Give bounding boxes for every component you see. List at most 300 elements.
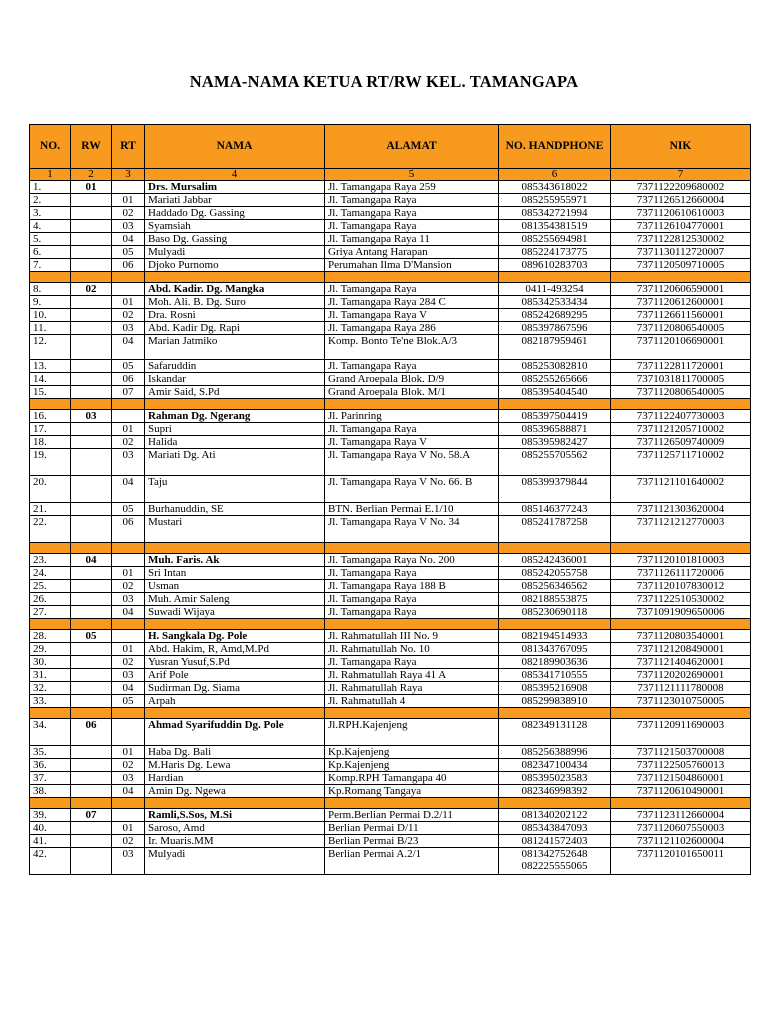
cell-no: 37. — [30, 772, 71, 785]
cell-nama: Drs. Mursalim — [145, 181, 325, 194]
separator-cell — [325, 399, 499, 410]
cell-nama: Amin Dg. Ngewa — [145, 785, 325, 798]
header-rt: RT — [112, 125, 145, 169]
cell-nik: 7371122505760013 — [611, 759, 751, 772]
cell-nama: Ramli,S.Sos, M.Si — [145, 809, 325, 822]
cell-rt — [112, 181, 145, 194]
column-number: 1 — [30, 169, 71, 181]
column-number: 6 — [499, 169, 611, 181]
table-row — [30, 220, 751, 233]
separator-cell — [71, 798, 112, 809]
header-nama: NAMA — [145, 125, 325, 169]
separator-cell — [71, 619, 112, 630]
separator-cell — [145, 798, 325, 809]
cell-rt: 06 — [112, 259, 145, 272]
separator-cell — [145, 708, 325, 719]
cell-hp: 085230690118 — [499, 606, 611, 619]
cell-nama: Hardian — [145, 772, 325, 785]
cell-no: 22. — [30, 516, 71, 543]
cell-nik: 7371120101650011 — [611, 848, 751, 875]
cell-rt: 03 — [112, 772, 145, 785]
separator-cell — [325, 708, 499, 719]
cell-nik: 7371120202690001 — [611, 669, 751, 682]
cell-no: 21. — [30, 503, 71, 516]
cell-nama: Mustari — [145, 516, 325, 543]
table-row — [30, 669, 751, 682]
separator-cell — [499, 543, 611, 554]
table-row — [30, 335, 751, 360]
separator-cell — [30, 272, 71, 283]
column-number: 2 — [71, 169, 112, 181]
table-row — [30, 848, 751, 875]
table-row — [30, 476, 751, 503]
cell-nama: M.Haris Dg. Lewa — [145, 759, 325, 772]
cell-rw — [71, 772, 112, 785]
cell-no: 34. — [30, 719, 71, 746]
table-row — [30, 719, 751, 746]
cell-rt — [112, 554, 145, 567]
separator-cell — [611, 708, 751, 719]
table-body — [30, 181, 751, 875]
cell-no: 27. — [30, 606, 71, 619]
cell-alamat: Jl. Rahmatullah III No. 9 — [325, 630, 499, 643]
cell-nama: Mulyadi — [145, 848, 325, 875]
cell-nama: Marian Jatmiko — [145, 335, 325, 360]
cell-hp: 085242055758 — [499, 567, 611, 580]
separator-cell — [112, 399, 145, 410]
cell-alamat: Jl. Tamangapa Raya 11 — [325, 233, 499, 246]
column-number-row — [30, 169, 751, 181]
table-row — [30, 630, 751, 643]
separator-cell — [145, 399, 325, 410]
cell-alamat: Komp.RPH Tamangapa 40 — [325, 772, 499, 785]
cell-nama: Usman — [145, 580, 325, 593]
cell-rw: 05 — [71, 630, 112, 643]
table-row — [30, 835, 751, 848]
cell-nik: 7371031811700005 — [611, 373, 751, 386]
cell-nik: 7371122209680002 — [611, 181, 751, 194]
header-handphone: NO. HANDPHONE — [499, 125, 611, 169]
separator-cell — [145, 619, 325, 630]
cell-no: 35. — [30, 746, 71, 759]
cell-rt — [112, 410, 145, 423]
cell-nama: Baso Dg. Gassing — [145, 233, 325, 246]
table-row — [30, 181, 751, 194]
cell-nama: Saroso, Amd — [145, 822, 325, 835]
table-row — [30, 516, 751, 543]
cell-rw — [71, 580, 112, 593]
cell-alamat: Jl. Tamangapa Raya No. 200 — [325, 554, 499, 567]
cell-rw: 01 — [71, 181, 112, 194]
cell-alamat: Berlian Permai D/11 — [325, 822, 499, 835]
cell-rw: 02 — [71, 283, 112, 296]
cell-alamat: Jl. Tamangapa Raya — [325, 207, 499, 220]
cell-nama: Halida — [145, 436, 325, 449]
cell-nik: 7371121208490001 — [611, 643, 751, 656]
cell-rt: 03 — [112, 322, 145, 335]
cell-hp: 085253082810 — [499, 360, 611, 373]
cell-nama: Abd. Kadir. Dg. Mangka — [145, 283, 325, 296]
table-row — [30, 283, 751, 296]
cell-alamat: Jl. Tamangapa Raya V No. 34 — [325, 516, 499, 543]
cell-hp: 082187959461 — [499, 335, 611, 360]
cell-alamat: Jl. Parinring — [325, 410, 499, 423]
cell-alamat: Jl. Tamangapa Raya 188 B — [325, 580, 499, 593]
cell-no: 9. — [30, 296, 71, 309]
cell-nik: 7371126611560001 — [611, 309, 751, 322]
separator-cell — [30, 619, 71, 630]
cell-nik: 7371126111720006 — [611, 567, 751, 580]
cell-nik: 7371091909650006 — [611, 606, 751, 619]
column-number: 5 — [325, 169, 499, 181]
cell-alamat: Jl. Tamangapa Raya 284 C — [325, 296, 499, 309]
cell-rt: 02 — [112, 207, 145, 220]
cell-hp: 085256346562 — [499, 580, 611, 593]
cell-hp: 082194514933 — [499, 630, 611, 643]
cell-rw — [71, 669, 112, 682]
cell-rw — [71, 835, 112, 848]
group-separator-row — [30, 619, 751, 630]
cell-rt: 04 — [112, 335, 145, 360]
cell-rw — [71, 322, 112, 335]
cell-alamat: Jl. Tamangapa Raya — [325, 593, 499, 606]
cell-rw: 07 — [71, 809, 112, 822]
table-row — [30, 606, 751, 619]
separator-cell — [611, 399, 751, 410]
cell-nama: Taju — [145, 476, 325, 503]
cell-no: 40. — [30, 822, 71, 835]
cell-alamat: Kp.Kajenjeng — [325, 759, 499, 772]
table-row — [30, 822, 751, 835]
cell-nik: 7371130112720007 — [611, 246, 751, 259]
cell-no: 26. — [30, 593, 71, 606]
cell-nik: 7371120803540001 — [611, 630, 751, 643]
cell-no: 3. — [30, 207, 71, 220]
cell-alamat: Perm.Berlian Permai D.2/11 — [325, 809, 499, 822]
table-row — [30, 554, 751, 567]
table-row — [30, 580, 751, 593]
cell-rt — [112, 809, 145, 822]
cell-no: 14. — [30, 373, 71, 386]
table-row — [30, 194, 751, 207]
separator-cell — [611, 272, 751, 283]
cell-rt: 02 — [112, 656, 145, 669]
header-no: NO. — [30, 125, 71, 169]
separator-cell — [71, 708, 112, 719]
cell-rw — [71, 423, 112, 436]
header-nik: NIK — [611, 125, 751, 169]
cell-nama: Arpah — [145, 695, 325, 708]
cell-nama: H. Sangkala Dg. Pole — [145, 630, 325, 643]
cell-rw — [71, 759, 112, 772]
cell-nama: Abd. Hakim, R, Amd,M.Pd — [145, 643, 325, 656]
cell-alamat: Jl. Tamangapa Raya — [325, 606, 499, 619]
cell-nama: Yusran Yusuf,S.Pd — [145, 656, 325, 669]
cell-rt — [112, 630, 145, 643]
cell-no: 42. — [30, 848, 71, 875]
table-row — [30, 410, 751, 423]
separator-cell — [325, 272, 499, 283]
cell-nama: Syamsiah — [145, 220, 325, 233]
cell-rw — [71, 335, 112, 360]
cell-no: 8. — [30, 283, 71, 296]
cell-nik: 7371121205710002 — [611, 423, 751, 436]
cell-hp: 085395023583 — [499, 772, 611, 785]
cell-alamat: Jl. Tamangapa Raya — [325, 283, 499, 296]
cell-nik: 7371125711710002 — [611, 449, 751, 476]
cell-hp: 082349131128 — [499, 719, 611, 746]
cell-alamat: Jl. Tamangapa Raya V — [325, 436, 499, 449]
cell-nik: 7371121303620004 — [611, 503, 751, 516]
cell-rt: 01 — [112, 423, 145, 436]
cell-rt: 05 — [112, 246, 145, 259]
cell-rt: 01 — [112, 822, 145, 835]
table-row — [30, 643, 751, 656]
cell-nik: 7371121101640002 — [611, 476, 751, 503]
cell-rw — [71, 207, 112, 220]
cell-nama: Djoko Purnomo — [145, 259, 325, 272]
cell-hp: 085255955971 — [499, 194, 611, 207]
cell-rt: 02 — [112, 835, 145, 848]
cell-no: 16. — [30, 410, 71, 423]
group-separator-row — [30, 399, 751, 410]
separator-cell — [30, 543, 71, 554]
cell-nik: 7371123010750005 — [611, 695, 751, 708]
cell-nama: Mariati Jabbar — [145, 194, 325, 207]
cell-rw — [71, 449, 112, 476]
table-row — [30, 246, 751, 259]
cell-hp: 082188553875 — [499, 593, 611, 606]
cell-no: 23. — [30, 554, 71, 567]
cell-hp: 085255694981 — [499, 233, 611, 246]
cell-hp: 081343767095 — [499, 643, 611, 656]
cell-nik: 7371121404620001 — [611, 656, 751, 669]
cell-hp: 081340202122 — [499, 809, 611, 822]
cell-nama: Sri Intan — [145, 567, 325, 580]
cell-nama: Abd. Kadir Dg. Rapi — [145, 322, 325, 335]
separator-cell — [499, 399, 611, 410]
cell-alamat: Jl. Tamangapa Raya — [325, 194, 499, 207]
table-row — [30, 373, 751, 386]
cell-hp: 0411-493254 — [499, 283, 611, 296]
cell-hp: 085341710555 — [499, 669, 611, 682]
cell-alamat: Kp.Romang Tangaya — [325, 785, 499, 798]
cell-hp: 085255705562 — [499, 449, 611, 476]
separator-cell — [112, 619, 145, 630]
cell-no: 15. — [30, 386, 71, 399]
cell-hp: 085399379844 — [499, 476, 611, 503]
cell-rw: 03 — [71, 410, 112, 423]
cell-rw — [71, 503, 112, 516]
cell-no: 2. — [30, 194, 71, 207]
cell-nik: 7371120911690003 — [611, 719, 751, 746]
cell-rw — [71, 656, 112, 669]
cell-nama: Moh. Ali. B. Dg. Suro — [145, 296, 325, 309]
cell-alamat: Berlian Permai B/23 — [325, 835, 499, 848]
cell-hp: 085395982427 — [499, 436, 611, 449]
cell-alamat: Jl. Tamangapa Raya — [325, 656, 499, 669]
cell-rw — [71, 606, 112, 619]
cell-nama: Haba Dg. Bali — [145, 746, 325, 759]
cell-hp: 085256388996 — [499, 746, 611, 759]
table-row — [30, 360, 751, 373]
cell-rw — [71, 259, 112, 272]
cell-rw — [71, 695, 112, 708]
table-row — [30, 759, 751, 772]
cell-rt: 05 — [112, 695, 145, 708]
cell-no: 25. — [30, 580, 71, 593]
cell-nik: 7371120610490001 — [611, 785, 751, 798]
cell-nama: Iskandar — [145, 373, 325, 386]
separator-cell — [325, 619, 499, 630]
separator-cell — [611, 543, 751, 554]
cell-no: 31. — [30, 669, 71, 682]
header-rw: RW — [71, 125, 112, 169]
cell-hp: 085397504419 — [499, 410, 611, 423]
table-row — [30, 809, 751, 822]
separator-cell — [30, 399, 71, 410]
cell-no: 32. — [30, 682, 71, 695]
cell-rw — [71, 516, 112, 543]
separator-cell — [145, 543, 325, 554]
cell-rt: 02 — [112, 759, 145, 772]
table-row — [30, 503, 751, 516]
separator-cell — [30, 708, 71, 719]
cell-no: 1. — [30, 181, 71, 194]
cell-rw — [71, 476, 112, 503]
cell-no: 29. — [30, 643, 71, 656]
table-row — [30, 785, 751, 798]
cell-rt: 03 — [112, 848, 145, 875]
cell-rt: 02 — [112, 436, 145, 449]
cell-alamat: Jl. Tamangapa Raya 259 — [325, 181, 499, 194]
cell-alamat: Jl. Tamangapa Raya V No. 58.A — [325, 449, 499, 476]
cell-rt: 02 — [112, 309, 145, 322]
cell-no: 13. — [30, 360, 71, 373]
cell-rw — [71, 296, 112, 309]
cell-hp: 085395216908 — [499, 682, 611, 695]
cell-nama: Haddado Dg. Gassing — [145, 207, 325, 220]
cell-rt: 01 — [112, 643, 145, 656]
separator-cell — [112, 543, 145, 554]
table-row — [30, 296, 751, 309]
cell-hp: 081342752648 082225555065 — [499, 848, 611, 875]
cell-no: 7. — [30, 259, 71, 272]
table-row — [30, 695, 751, 708]
cell-hp: 085255265666 — [499, 373, 611, 386]
cell-rt: 07 — [112, 386, 145, 399]
cell-nik: 7371120806540005 — [611, 386, 751, 399]
cell-no: 5. — [30, 233, 71, 246]
cell-rw — [71, 373, 112, 386]
cell-rw — [71, 643, 112, 656]
cell-rt: 03 — [112, 593, 145, 606]
cell-rw — [71, 746, 112, 759]
group-separator-row — [30, 272, 751, 283]
cell-alamat: Komp. Bonto Te'ne Blok.A/3 — [325, 335, 499, 360]
cell-nik: 7371120612600001 — [611, 296, 751, 309]
cell-nama: Burhanuddin, SE — [145, 503, 325, 516]
cell-nik: 7371120606590001 — [611, 283, 751, 296]
table-row — [30, 233, 751, 246]
ketua-rt-rw-table — [29, 124, 751, 875]
separator-cell — [30, 798, 71, 809]
cell-rw — [71, 360, 112, 373]
group-separator-row — [30, 708, 751, 719]
cell-rw — [71, 436, 112, 449]
cell-nama: Muh. Amir Saleng — [145, 593, 325, 606]
cell-alamat: Jl.RPH.Kajenjeng — [325, 719, 499, 746]
cell-alamat: Jl. Tamangapa Raya — [325, 220, 499, 233]
cell-rt: 05 — [112, 503, 145, 516]
table-row — [30, 309, 751, 322]
cell-nama: Rahman Dg. Ngerang — [145, 410, 325, 423]
cell-rw — [71, 220, 112, 233]
cell-alamat: Jl. Tamangapa Raya V — [325, 309, 499, 322]
cell-alamat: Jl. Rahmatullah No. 10 — [325, 643, 499, 656]
header-alamat: ALAMAT — [325, 125, 499, 169]
cell-no: 33. — [30, 695, 71, 708]
cell-rt: 01 — [112, 194, 145, 207]
cell-nik: 7371122812530002 — [611, 233, 751, 246]
cell-alamat: Perumahan Ilma D'Mansion — [325, 259, 499, 272]
cell-nama: Dra. Rosni — [145, 309, 325, 322]
cell-nik: 7371120607550003 — [611, 822, 751, 835]
cell-rw — [71, 785, 112, 798]
table-row — [30, 449, 751, 476]
cell-no: 6. — [30, 246, 71, 259]
cell-hp: 085242436001 — [499, 554, 611, 567]
cell-nik: 7371123112660004 — [611, 809, 751, 822]
cell-alamat: Grand Aroepala Blok. M/1 — [325, 386, 499, 399]
cell-nik: 7371122407730003 — [611, 410, 751, 423]
cell-nik: 7371120101810003 — [611, 554, 751, 567]
group-separator-row — [30, 543, 751, 554]
cell-rw — [71, 848, 112, 875]
cell-no: 41. — [30, 835, 71, 848]
cell-rt: 02 — [112, 580, 145, 593]
table-row — [30, 207, 751, 220]
table-row — [30, 423, 751, 436]
cell-nik: 7371121212770003 — [611, 516, 751, 543]
cell-rw: 04 — [71, 554, 112, 567]
cell-no: 20. — [30, 476, 71, 503]
cell-rt: 05 — [112, 360, 145, 373]
separator-cell — [112, 798, 145, 809]
cell-rw — [71, 682, 112, 695]
separator-cell — [112, 708, 145, 719]
cell-hp: 085146377243 — [499, 503, 611, 516]
cell-hp: 085343847093 — [499, 822, 611, 835]
table-row — [30, 567, 751, 580]
cell-rw: 06 — [71, 719, 112, 746]
cell-rt: 04 — [112, 682, 145, 695]
cell-nik: 7371126104770001 — [611, 220, 751, 233]
cell-nik: 7371120806540005 — [611, 322, 751, 335]
cell-alamat: Kp.Kajenjeng — [325, 746, 499, 759]
cell-no: 17. — [30, 423, 71, 436]
cell-no: 19. — [30, 449, 71, 476]
group-separator-row — [30, 798, 751, 809]
cell-rt: 03 — [112, 220, 145, 233]
cell-no: 39. — [30, 809, 71, 822]
cell-hp: 081241572403 — [499, 835, 611, 848]
cell-nama: Mariati Dg. Ati — [145, 449, 325, 476]
separator-cell — [145, 272, 325, 283]
cell-hp: 089610283703 — [499, 259, 611, 272]
cell-rt: 06 — [112, 373, 145, 386]
cell-rw — [71, 246, 112, 259]
